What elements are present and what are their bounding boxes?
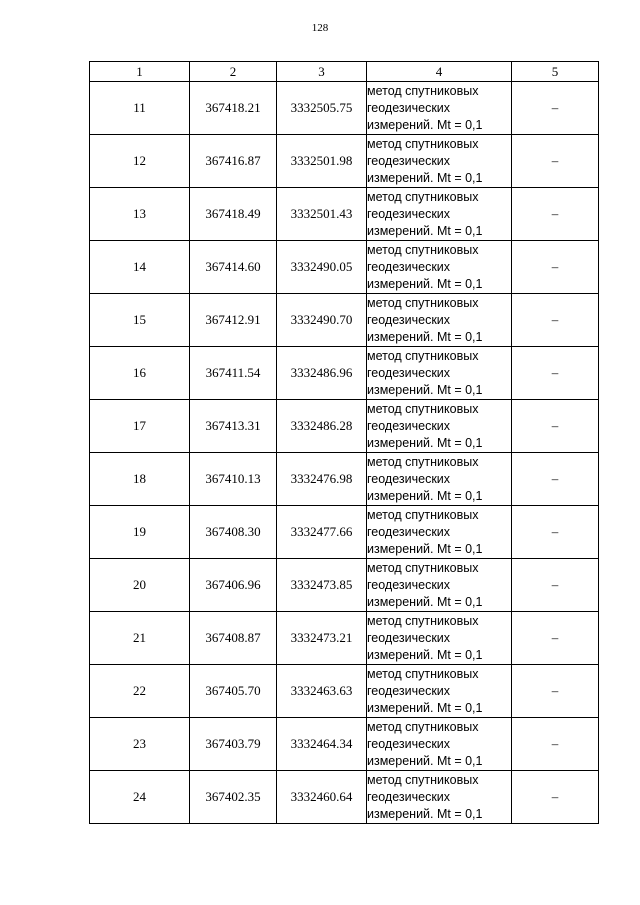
table-row (90, 718, 599, 771)
method-line: метод спутниковых (367, 772, 479, 787)
table-row (90, 453, 599, 506)
method-line: измерений. Mt = 0,1 (367, 329, 483, 344)
method-cell (367, 347, 512, 400)
method-line: геодезических (367, 471, 451, 486)
method-cell (367, 294, 512, 347)
x-coordinate-cell: 367413.31 (190, 400, 277, 453)
point-number-cell: 13 (90, 188, 190, 241)
y-coordinate-cell: 3332501.98 (277, 135, 367, 188)
method-cell (367, 771, 512, 824)
table-row (90, 241, 599, 294)
method-line: геодезических (367, 630, 451, 645)
table-row (90, 82, 599, 135)
method-line: метод спутниковых (367, 401, 479, 416)
method-line: измерений. Mt = 0,1 (367, 488, 483, 503)
note-cell: – (512, 665, 599, 718)
method-line: метод спутниковых (367, 507, 479, 522)
point-number-cell: 16 (90, 347, 190, 400)
method-line: метод спутниковых (367, 242, 479, 257)
y-coordinate-cell: 3332486.28 (277, 400, 367, 453)
method-line: измерений. Mt = 0,1 (367, 382, 483, 397)
method-line: метод спутниковых (367, 348, 479, 363)
table-row (90, 559, 599, 612)
method-line: измерений. Mt = 0,1 (367, 700, 483, 715)
column-header-3: 3 (277, 62, 367, 82)
method-cell (367, 400, 512, 453)
y-coordinate-cell: 3332473.85 (277, 559, 367, 612)
x-coordinate-cell: 367414.60 (190, 241, 277, 294)
method-cell (367, 135, 512, 188)
method-line: измерений. Mt = 0,1 (367, 223, 483, 238)
note-cell: – (512, 612, 599, 665)
method-line: метод спутниковых (367, 613, 479, 628)
x-coordinate-cell: 367402.35 (190, 771, 277, 824)
point-number-cell: 12 (90, 135, 190, 188)
method-line: геодезических (367, 577, 451, 592)
method-line: измерений. Mt = 0,1 (367, 594, 483, 609)
column-header-4: 4 (367, 62, 512, 82)
method-line: измерений. Mt = 0,1 (367, 647, 483, 662)
method-line: метод спутниковых (367, 454, 479, 469)
point-number-cell: 21 (90, 612, 190, 665)
point-number-cell: 14 (90, 241, 190, 294)
x-coordinate-cell: 367418.49 (190, 188, 277, 241)
x-coordinate-cell: 367416.87 (190, 135, 277, 188)
x-coordinate-cell: 367412.91 (190, 294, 277, 347)
x-coordinate-cell: 367408.87 (190, 612, 277, 665)
point-number-cell: 17 (90, 400, 190, 453)
method-line: геодезических (367, 153, 451, 168)
method-line: метод спутниковых (367, 666, 479, 681)
point-number-cell: 19 (90, 506, 190, 559)
point-number-cell: 15 (90, 294, 190, 347)
note-cell: – (512, 718, 599, 771)
note-cell: – (512, 241, 599, 294)
note-cell: – (512, 135, 599, 188)
y-coordinate-cell: 3332463.63 (277, 665, 367, 718)
x-coordinate-cell: 367408.30 (190, 506, 277, 559)
note-cell: – (512, 453, 599, 506)
y-coordinate-cell: 3332501.43 (277, 188, 367, 241)
note-cell: – (512, 771, 599, 824)
method-line: измерений. Mt = 0,1 (367, 435, 483, 450)
column-header-1: 1 (90, 62, 190, 82)
table-row (90, 347, 599, 400)
point-number-cell: 20 (90, 559, 190, 612)
point-number-cell: 22 (90, 665, 190, 718)
method-line: геодезических (367, 206, 451, 221)
y-coordinate-cell: 3332476.98 (277, 453, 367, 506)
table-row (90, 188, 599, 241)
method-line: метод спутниковых (367, 719, 479, 734)
column-header-5: 5 (512, 62, 599, 82)
x-coordinate-cell: 367405.70 (190, 665, 277, 718)
method-line: измерений. Mt = 0,1 (367, 117, 483, 132)
note-cell: – (512, 347, 599, 400)
method-cell (367, 453, 512, 506)
note-cell: – (512, 559, 599, 612)
note-cell: – (512, 400, 599, 453)
page-number: 128 (311, 22, 329, 34)
x-coordinate-cell: 367411.54 (190, 347, 277, 400)
method-line: метод спутниковых (367, 83, 479, 98)
method-cell (367, 241, 512, 294)
note-cell: – (512, 188, 599, 241)
table-row (90, 506, 599, 559)
method-line: геодезических (367, 100, 451, 115)
x-coordinate-cell: 367406.96 (190, 559, 277, 612)
point-number-cell: 24 (90, 771, 190, 824)
method-line: измерений. Mt = 0,1 (367, 276, 483, 291)
method-cell (367, 188, 512, 241)
method-cell (367, 82, 512, 135)
table-row (90, 612, 599, 665)
note-cell: – (512, 82, 599, 135)
note-cell: – (512, 294, 599, 347)
method-cell (367, 506, 512, 559)
method-line: метод спутниковых (367, 189, 479, 204)
table-row (90, 771, 599, 824)
method-line: метод спутниковых (367, 560, 479, 575)
y-coordinate-cell: 3332473.21 (277, 612, 367, 665)
method-line: метод спутниковых (367, 136, 479, 151)
method-line: измерений. Mt = 0,1 (367, 753, 483, 768)
point-number-cell: 23 (90, 718, 190, 771)
method-cell (367, 559, 512, 612)
method-line: геодезических (367, 736, 451, 751)
y-coordinate-cell: 3332505.75 (277, 82, 367, 135)
method-line: измерений. Mt = 0,1 (367, 541, 483, 556)
table-row (90, 135, 599, 188)
table-row (90, 400, 599, 453)
table-row (90, 665, 599, 718)
y-coordinate-cell: 3332490.70 (277, 294, 367, 347)
y-coordinate-cell: 3332490.05 (277, 241, 367, 294)
point-number-cell: 18 (90, 453, 190, 506)
y-coordinate-cell: 3332486.96 (277, 347, 367, 400)
header-row (90, 62, 599, 82)
point-number-cell: 11 (90, 82, 190, 135)
method-cell (367, 665, 512, 718)
y-coordinate-cell: 3332464.34 (277, 718, 367, 771)
method-line: измерений. Mt = 0,1 (367, 170, 483, 185)
method-line: геодезических (367, 365, 451, 380)
method-line: геодезических (367, 683, 451, 698)
note-cell: – (512, 506, 599, 559)
method-line: геодезических (367, 524, 451, 539)
x-coordinate-cell: 367410.13 (190, 453, 277, 506)
coordinates-table (89, 61, 599, 824)
method-cell (367, 612, 512, 665)
method-line: измерений. Mt = 0,1 (367, 806, 483, 821)
method-line: геодезических (367, 312, 451, 327)
y-coordinate-cell: 3332477.66 (277, 506, 367, 559)
y-coordinate-cell: 3332460.64 (277, 771, 367, 824)
method-line: геодезических (367, 259, 451, 274)
method-cell (367, 718, 512, 771)
method-line: геодезических (367, 789, 451, 804)
table-row (90, 294, 599, 347)
x-coordinate-cell: 367418.21 (190, 82, 277, 135)
x-coordinate-cell: 367403.79 (190, 718, 277, 771)
method-line: метод спутниковых (367, 295, 479, 310)
method-line: геодезических (367, 418, 451, 433)
table-body (90, 82, 599, 824)
column-header-2: 2 (190, 62, 277, 82)
